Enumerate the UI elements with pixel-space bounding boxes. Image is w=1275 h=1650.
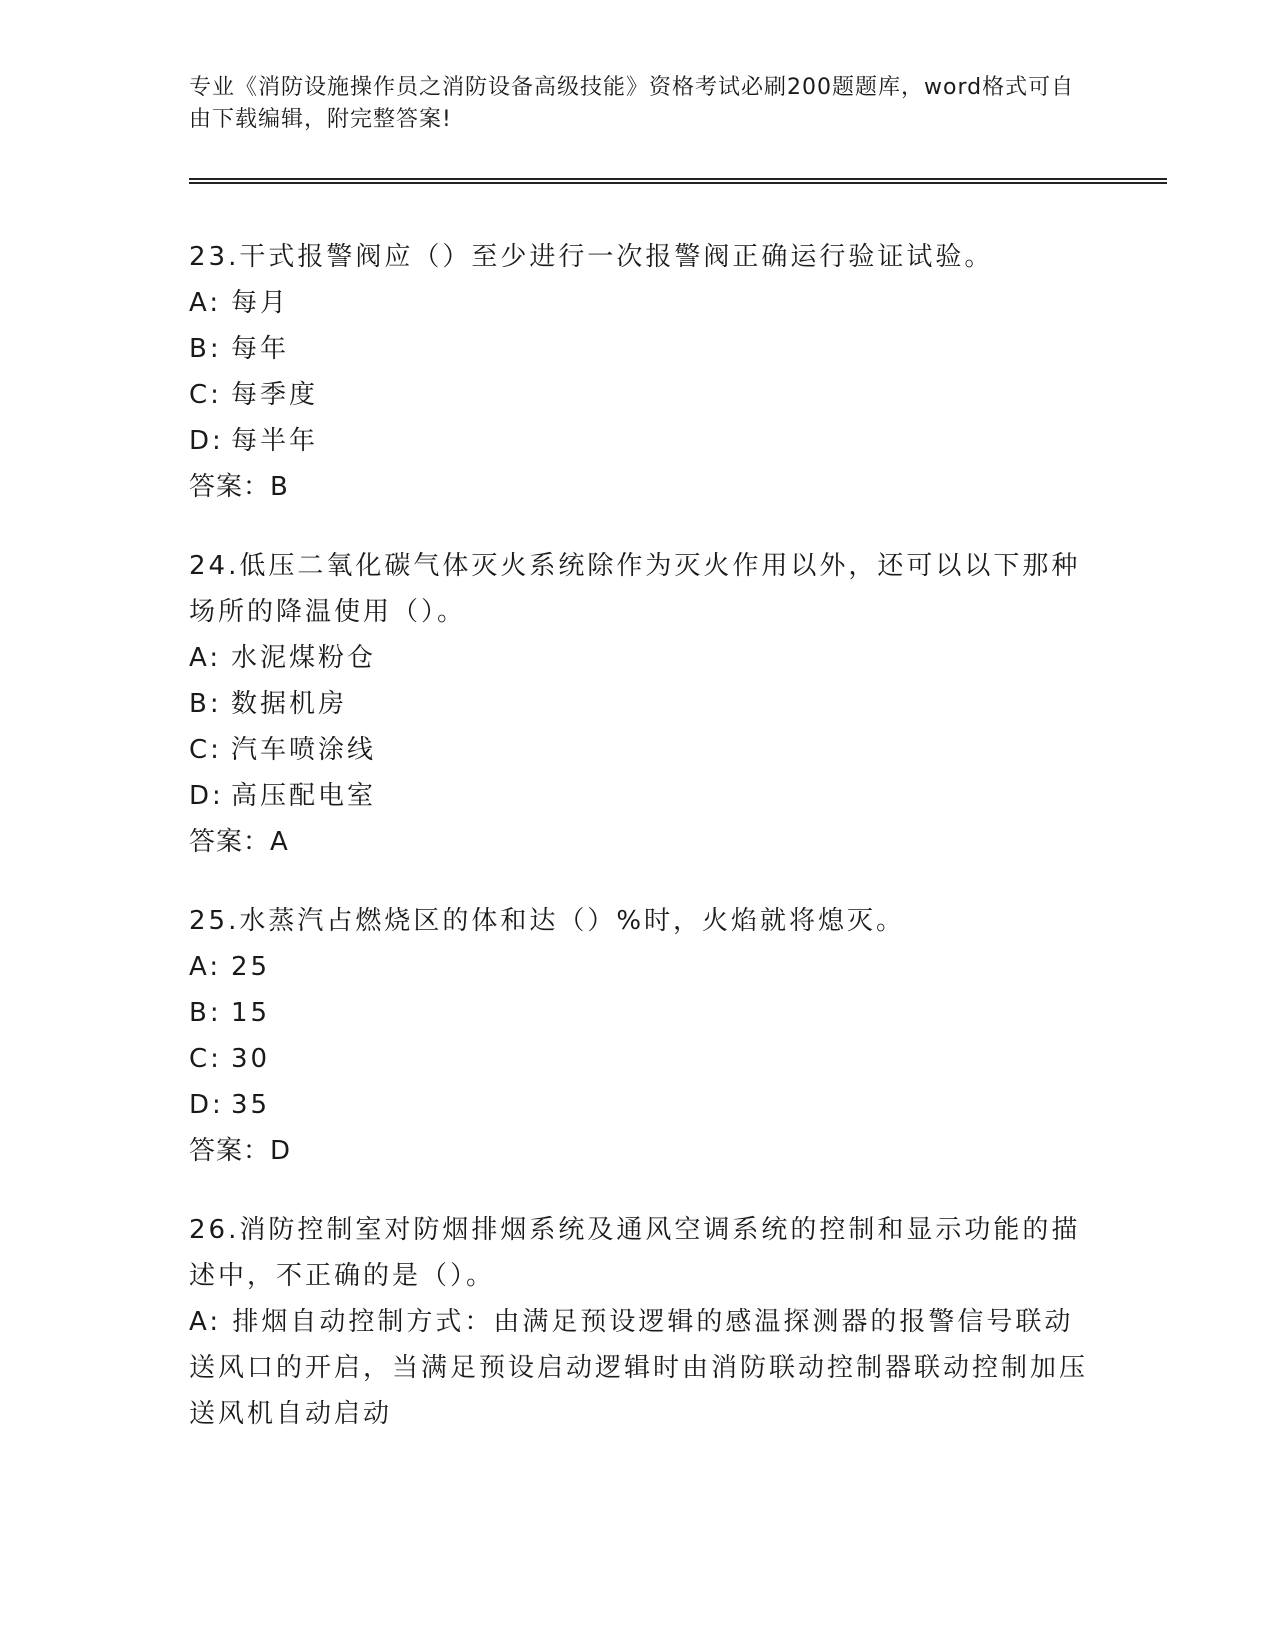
option-text: 数据机房 [231, 689, 348, 719]
option-text: 每年 [231, 334, 290, 364]
question-24 [189, 543, 1089, 865]
option-letter: B: [189, 689, 222, 719]
option-letter: A: [189, 643, 222, 673]
option-letter: A: [189, 288, 222, 318]
option-text: 30 [231, 1044, 271, 1074]
option-d [189, 418, 1089, 464]
question-23 [189, 234, 1089, 510]
question-text: 26.消防控制室对防烟排烟系统及通风空调系统的控制和显示功能的描述中，不正确的是（）。 [189, 1215, 1081, 1291]
option-text: 每半年 [231, 426, 319, 456]
question-text: 23.干式报警阀应（）至少进行一次报警阀正确运行验证试验。 [189, 242, 994, 272]
option-d [189, 1082, 1089, 1128]
question-26 [189, 1207, 1089, 1437]
option-c [189, 727, 1089, 773]
option-b [189, 326, 1089, 372]
question-25 [189, 898, 1089, 1174]
option-c [189, 372, 1089, 418]
option-letter: A: [189, 1307, 222, 1337]
option-a [189, 280, 1089, 326]
option-a [189, 1299, 1089, 1437]
option-c [189, 1036, 1089, 1082]
document-header: 专业《消防设施操作员之消防设备高级技能》资格考试必刷200题题库，word格式可自由下载编辑，附完整答案! [189, 75, 1075, 132]
option-letter: C: [189, 380, 222, 410]
question-list [189, 234, 1089, 1470]
option-b [189, 990, 1089, 1036]
option-text: 水泥煤粉仓 [231, 643, 377, 673]
answer-line: 答案：A [189, 827, 289, 857]
option-a [189, 635, 1089, 681]
option-letter: C: [189, 735, 222, 765]
option-text: 35 [231, 1090, 271, 1120]
option-text: 汽车喷涂线 [231, 735, 377, 765]
option-letter: D: [189, 1090, 224, 1120]
option-letter: D: [189, 781, 224, 811]
question-text: 24.低压二氧化碳气体灭火系统除作为灭火作用以外，还可以以下那种场所的降温使用（）。 [189, 551, 1081, 627]
option-letter: B: [189, 998, 222, 1028]
answer-line: 答案：B [189, 472, 289, 502]
option-text: 25 [231, 952, 271, 982]
option-text: 排烟自动控制方式：由满足预设逻辑的感温探测器的报警信号联动送风口的开启，当满足预设启动逻辑时由消防联动控制器联动控制加压送风机自动启动 [189, 1307, 1089, 1429]
option-letter: D: [189, 426, 224, 456]
option-d [189, 773, 1089, 819]
header-divider [189, 178, 1167, 184]
option-letter: C: [189, 1044, 222, 1074]
option-letter: B: [189, 334, 222, 364]
option-b [189, 681, 1089, 727]
option-a [189, 944, 1089, 990]
option-text: 每月 [231, 288, 290, 318]
option-text: 每季度 [231, 380, 319, 410]
answer-line: 答案：D [189, 1136, 292, 1166]
option-text: 高压配电室 [231, 781, 377, 811]
option-letter: A: [189, 952, 222, 982]
question-text: 25.水蒸汽占燃烧区的体和达（）%时，火焰就将熄灭。 [189, 906, 906, 936]
option-text: 15 [231, 998, 271, 1028]
